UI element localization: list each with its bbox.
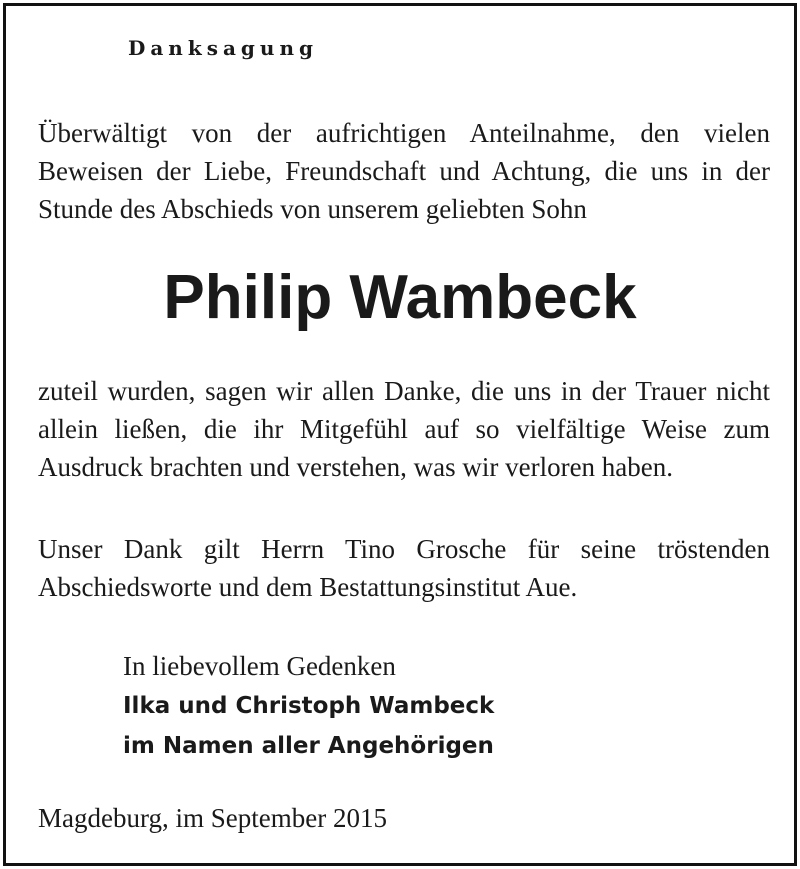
deceased-name: Philip Wambeck bbox=[163, 263, 637, 332]
place-and-date: Magdeburg, im September 2015 bbox=[38, 803, 387, 833]
closing-on-behalf: im Namen aller Angehörigen bbox=[123, 733, 494, 759]
gratitude-paragraph-intro: Überwältigt von der aufrichtigen Anteilnahme, den vielen Beweisen der Liebe, Freundschaft und Achtung, die uns in der Stunde des Abschieds von unserem geliebten Sohn bbox=[38, 118, 770, 224]
closing-signers: Ilka und Christoph Wambeck bbox=[123, 693, 495, 719]
gratitude-paragraph-thanks: Unser Dank gilt Herrn Tino Grosche für seine tröstenden Abschiedsworte und dem Bestattungsinstitut Aue. bbox=[38, 534, 770, 602]
notice-heading: Danksagung bbox=[128, 36, 318, 60]
obituary-notice bbox=[3, 3, 797, 866]
gratitude-paragraph-main: zuteil wurden, sagen wir allen Danke, die uns in der Trauer nicht allein ließen, die ihr Mitgefühl auf so vielfältige Weise zum Ausdruck brachten und verstehen, was wir verloren haben. bbox=[38, 376, 770, 482]
closing-block bbox=[123, 646, 494, 766]
closing-greeting: In liebevollem Gedenken bbox=[123, 651, 396, 681]
